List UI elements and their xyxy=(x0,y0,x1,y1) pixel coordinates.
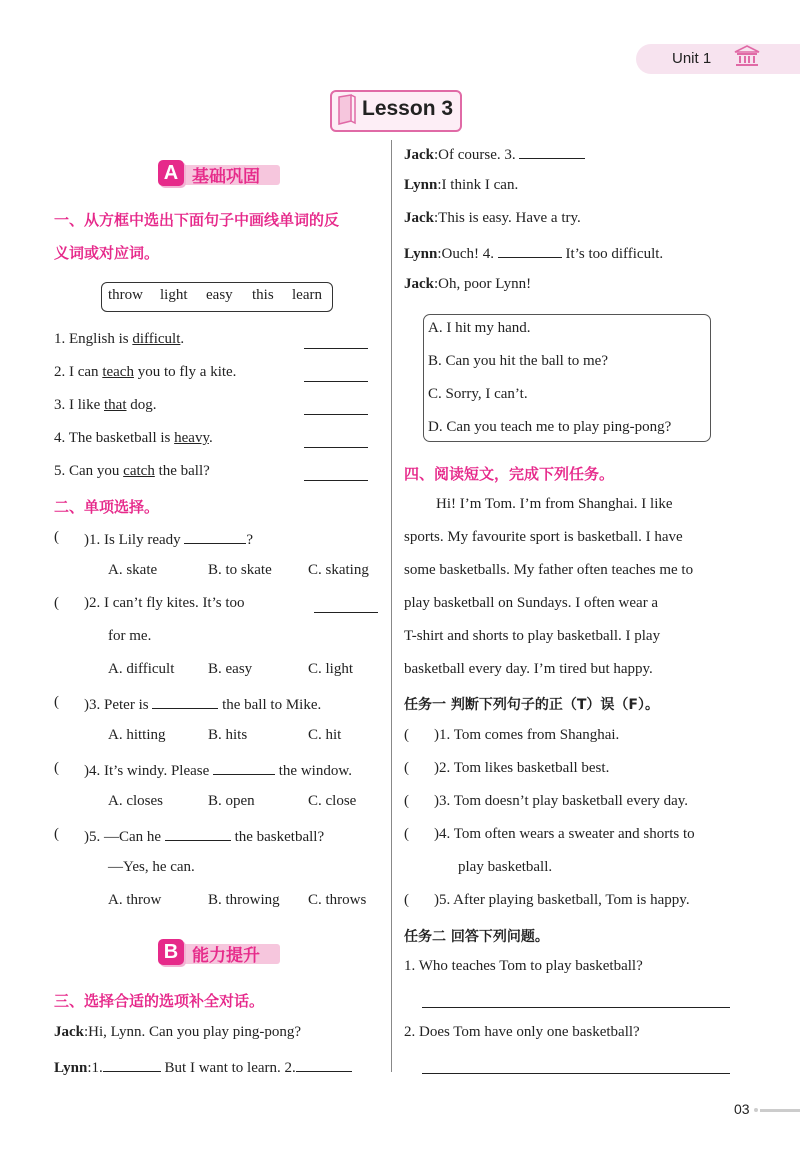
answer-blank[interactable] xyxy=(304,447,368,448)
answer-blank[interactable] xyxy=(498,243,562,258)
mc-question-2: )2. I can’t fly kites. It’s too xyxy=(84,595,245,611)
paren: ( xyxy=(54,826,59,842)
answer-blank[interactable] xyxy=(304,480,368,481)
mc-option: A. difficult xyxy=(108,661,175,677)
word-option: light xyxy=(160,287,188,303)
mc-option: A. skate xyxy=(108,562,158,578)
answer-blank[interactable] xyxy=(165,826,231,841)
section-b-letter: B xyxy=(158,939,184,965)
mc-question-5-cont: —Yes, he can. xyxy=(108,859,195,875)
paren: ( xyxy=(54,529,59,545)
dialogue-option: C. Sorry, I can’t. xyxy=(428,386,528,402)
passage-line: Hi! I’m Tom. I’m from Shanghai. I like xyxy=(436,496,673,512)
mc-question-2-cont: for me. xyxy=(108,628,152,644)
column-divider xyxy=(391,140,392,1072)
dialogue-line-2: Lynn:1. But I want to learn. 2. xyxy=(54,1057,352,1077)
word-option: easy xyxy=(206,287,233,303)
tf-item: )1. Tom comes from Shanghai. xyxy=(434,727,620,743)
task2-heading: 任务二 回答下列问题。 xyxy=(404,929,549,945)
dialogue-option: B. Can you hit the ball to me? xyxy=(428,353,608,369)
mc-option: B. open xyxy=(208,793,255,809)
part1-item-4: 4. The basketball is heavy. xyxy=(54,430,213,446)
passage-line: basketball every day. I’m tired but happy. xyxy=(404,661,653,677)
paren: ( xyxy=(404,727,409,743)
tf-item: )5. After playing basketball, Tom is happy. xyxy=(434,892,690,908)
part1-item-1: 1. English is difficult. xyxy=(54,331,185,347)
word-option: learn xyxy=(292,287,322,303)
part1-heading-line2: 义词或对应词。 xyxy=(54,244,160,262)
dialogue-line-1: Jack:Hi, Lynn. Can you play ping-pong? xyxy=(54,1024,302,1040)
mc-option: B. throwing xyxy=(208,892,280,908)
answer-line[interactable] xyxy=(422,1073,730,1074)
lesson-title: Lesson 3 xyxy=(362,97,454,120)
question-2: 2. Does Tom have only one basketball? xyxy=(404,1024,640,1040)
answer-blank[interactable] xyxy=(304,348,368,349)
mc-question-4: )4. It’s windy. Please the window. xyxy=(84,760,352,780)
dialogue-line-3: Jack:Of course. 3. xyxy=(404,144,585,164)
part1-item-2: 2. I can teach you to fly a kite. xyxy=(54,364,237,380)
section-a-title: 基础巩固 xyxy=(192,167,260,187)
tf-item: )3. Tom doesn’t play basketball every day. xyxy=(434,793,689,809)
answer-blank[interactable] xyxy=(152,694,218,709)
paren: ( xyxy=(404,793,409,809)
page-dot xyxy=(754,1108,758,1112)
paren: ( xyxy=(54,595,59,611)
answer-line[interactable] xyxy=(422,1007,730,1008)
task1-heading: 任务一 判断下列句子的正（T）误（F）。 xyxy=(404,697,659,713)
mc-option: B. hits xyxy=(208,727,248,743)
mc-question-1: )1. Is Lily ready ? xyxy=(84,529,253,549)
dialogue-line-7: Jack:Oh, poor Lynn! xyxy=(404,276,532,292)
page-bar xyxy=(760,1109,800,1112)
part3-heading: 三、选择合适的选项补全对话。 xyxy=(54,992,265,1010)
mc-option: A. throw xyxy=(108,892,162,908)
mc-option: B. easy xyxy=(208,661,253,677)
unit-tab xyxy=(636,44,800,74)
page-number: 03 xyxy=(734,1101,750,1117)
paren: ( xyxy=(54,694,59,710)
dialogue-line-6: Lynn:Ouch! 4. It’s too difficult. xyxy=(404,243,663,263)
mc-option: C. light xyxy=(308,661,354,677)
tf-item: )4. Tom often wears a sweater and shorts to xyxy=(434,826,695,842)
passage-line: T-shirt and shorts to play basketball. I play xyxy=(404,628,661,644)
answer-blank[interactable] xyxy=(314,612,378,613)
section-a-letter: A xyxy=(158,160,184,186)
answer-blank[interactable] xyxy=(213,760,275,775)
dialogue-option: D. Can you teach me to play ping-pong? xyxy=(428,419,672,435)
answer-blank[interactable] xyxy=(184,529,246,544)
word-option: this xyxy=(252,287,274,303)
book-icon xyxy=(336,94,358,131)
answer-blank[interactable] xyxy=(304,414,368,415)
answer-blank[interactable] xyxy=(296,1057,352,1072)
building-icon xyxy=(734,44,760,73)
mc-question-5: )5. —Can he the basketball? xyxy=(84,826,324,846)
passage-line: some basketballs. My father often teaches me to xyxy=(404,562,694,578)
part1-item-5: 5. Can you catch the ball? xyxy=(54,463,210,479)
passage-line: play basketball on Sundays. I often wear a xyxy=(404,595,659,611)
section-b-title: 能力提升 xyxy=(192,946,260,966)
mc-question-3: )3. Peter is the ball to Mike. xyxy=(84,694,321,714)
part1-heading-line1: 一、从方框中选出下面句子中画线单词的反 xyxy=(54,211,340,229)
dialogue-line-4: Lynn:I think I can. xyxy=(404,177,519,193)
question-1: 1. Who teaches Tom to play basketball? xyxy=(404,958,643,974)
answer-blank[interactable] xyxy=(519,144,585,159)
mc-option: C. close xyxy=(308,793,357,809)
answer-blank[interactable] xyxy=(304,381,368,382)
mc-option: B. to skate xyxy=(208,562,272,578)
paren: ( xyxy=(404,892,409,908)
part2-heading: 二、单项选择。 xyxy=(54,498,160,516)
answer-blank[interactable] xyxy=(103,1057,161,1072)
passage-line: sports. My favourite sport is basketball. I have xyxy=(404,529,683,545)
word-option: throw xyxy=(108,287,143,303)
dialogue-option: A. I hit my hand. xyxy=(428,320,531,336)
mc-option: C. skating xyxy=(308,562,369,578)
part4-heading: 四、阅读短文，完成下列任务。 xyxy=(404,465,615,483)
tf-item: )2. Tom likes basketball best. xyxy=(434,760,610,776)
paren: ( xyxy=(404,826,409,842)
tf-item-cont: play basketball. xyxy=(458,859,553,875)
mc-option: A. closes xyxy=(108,793,163,809)
paren: ( xyxy=(54,760,59,776)
dialogue-line-5: Jack:This is easy. Have a try. xyxy=(404,210,581,226)
paren: ( xyxy=(404,760,409,776)
part1-item-3: 3. I like that dog. xyxy=(54,397,157,413)
mc-option: C. hit xyxy=(308,727,342,743)
unit-label: Unit 1 xyxy=(672,50,712,67)
mc-option: C. throws xyxy=(308,892,367,908)
mc-option: A. hitting xyxy=(108,727,166,743)
